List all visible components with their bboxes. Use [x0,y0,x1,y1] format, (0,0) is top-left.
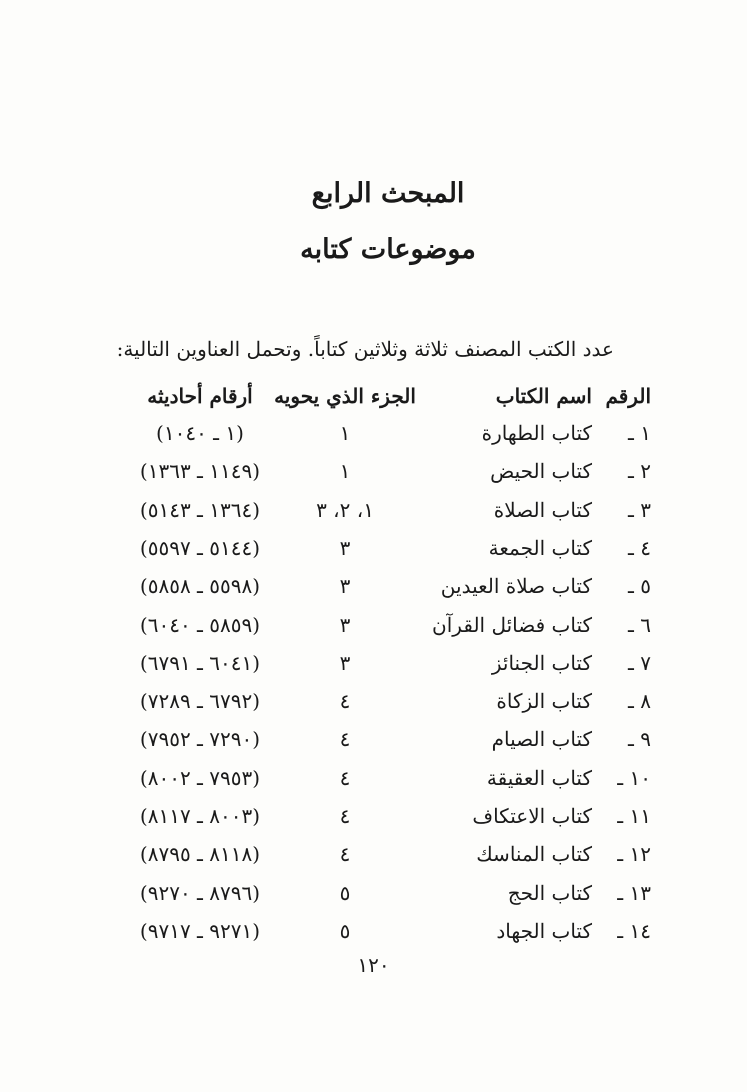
book-name: كتاب الجهاد [496,918,592,943]
volume-number: ٥ [339,880,351,905]
book-name: كتاب العقيقة [486,765,592,790]
hadith-range: (٩٢٧١ ـ ٩٧١٧) [139,918,261,943]
header-hadith-numbers: أرقام أحاديثه [147,384,253,408]
hadith-range: (٥١٤٤ ـ ٥٥٩٧) [139,535,261,560]
row-number: ٤ ـ [628,535,651,560]
volume-number: ١، ٢، ٣ [316,497,374,522]
table-header-row [0,378,747,414]
hadith-range: (١٣٦٤ ـ ٥١٤٣) [139,497,261,522]
hadith-range: (٧٢٩٠ ـ ٧٩٥٢) [139,727,261,752]
hadith-range: (٥٨٥٩ ـ ٦٠٤٠) [139,612,261,637]
hadith-range: (٧٩٥٣ ـ ٨٠٠٢) [139,765,261,790]
table-row [0,530,747,566]
book-name: كتاب الحج [507,880,592,905]
row-number: ٧ ـ [628,650,651,675]
table-row [0,913,747,949]
volume-number: ٤ [339,689,351,714]
volume-number: ٣ [339,535,351,560]
volume-number: ١ [339,459,351,484]
row-number: ١٠ ـ [617,765,651,790]
hadith-range: (١١٤٩ ـ ١٣٦٣) [139,459,261,484]
book-name: كتاب المناسك [476,842,592,867]
table-row [0,492,747,528]
row-number: ٢ ـ [628,459,651,484]
table-row [0,453,747,489]
header-book-name: اسم الكتاب [495,384,592,408]
book-name: كتاب الصيام [491,727,592,752]
volume-number: ٣ [339,574,351,599]
row-number: ١٢ ـ [617,842,651,867]
hadith-range: (٨٠٠٣ ـ ٨١١٧) [139,804,261,828]
chapter-heading: المبحث الرابع [311,178,465,209]
table-row [0,875,747,911]
book-name: كتاب الطهارة [481,421,592,445]
intro-paragraph: عدد الكتب المصنف ثلاثة وثلاثين كتاباً. وتحمل العناوين التالية: [116,337,614,361]
row-number: ١٣ ـ [617,880,651,905]
row-number: ١١ ـ [617,804,651,828]
table-row [0,760,747,796]
book-name: كتاب الجمعة [488,535,592,560]
table-row [0,645,747,681]
row-number: ٦ ـ [628,612,651,637]
table-row [0,607,747,643]
book-name: كتاب الحيض [490,459,592,484]
hadith-range: (٦٧٩٢ ـ ٧٢٨٩) [139,689,261,714]
row-number: ١ ـ [628,421,651,445]
header-number: الرقم [605,384,651,408]
book-name: كتاب فضائل القرآن [432,612,592,637]
hadith-range: (٦٠٤١ ـ ٦٧٩١) [139,650,261,675]
row-number: ٩ ـ [628,727,651,752]
hadith-range: (١ ـ ١٠٤٠) [156,421,244,445]
table-row [0,798,747,834]
section-subtitle: موضوعات كتابه [300,234,476,265]
hadith-range: (٥٥٩٨ ـ ٥٨٥٨) [139,574,261,599]
page-number: ١٢٠ [357,953,390,977]
hadith-range: (٨١١٨ ـ ٨٧٩٥) [139,842,261,867]
row-number: ١٤ ـ [617,918,651,943]
table-row [0,683,747,719]
book-name: كتاب الجنائز [491,650,592,675]
book-name: كتاب الصلاة [493,497,592,522]
volume-number: ٤ [339,804,351,828]
book-name: كتاب صلاة العيدين [440,574,592,599]
table-row [0,568,747,604]
table-row [0,415,747,451]
row-number: ٣ ـ [628,497,651,522]
row-number: ٥ ـ [628,574,651,599]
row-number: ٨ ـ [628,689,651,714]
book-name: كتاب الزكاة [496,689,592,714]
table-row [0,836,747,872]
header-volume: الجزء الذي يحويه [274,384,416,408]
volume-number: ٤ [339,765,351,790]
table-row [0,721,747,757]
volume-number: ٥ [339,918,351,943]
book-name: كتاب الاعتكاف [472,804,592,828]
volume-number: ١ [339,421,351,445]
volume-number: ٤ [339,727,351,752]
volume-number: ٣ [339,612,351,637]
hadith-range: (٨٧٩٦ ـ ٩٢٧٠) [139,880,261,905]
volume-number: ٣ [339,650,351,675]
volume-number: ٤ [339,842,351,867]
